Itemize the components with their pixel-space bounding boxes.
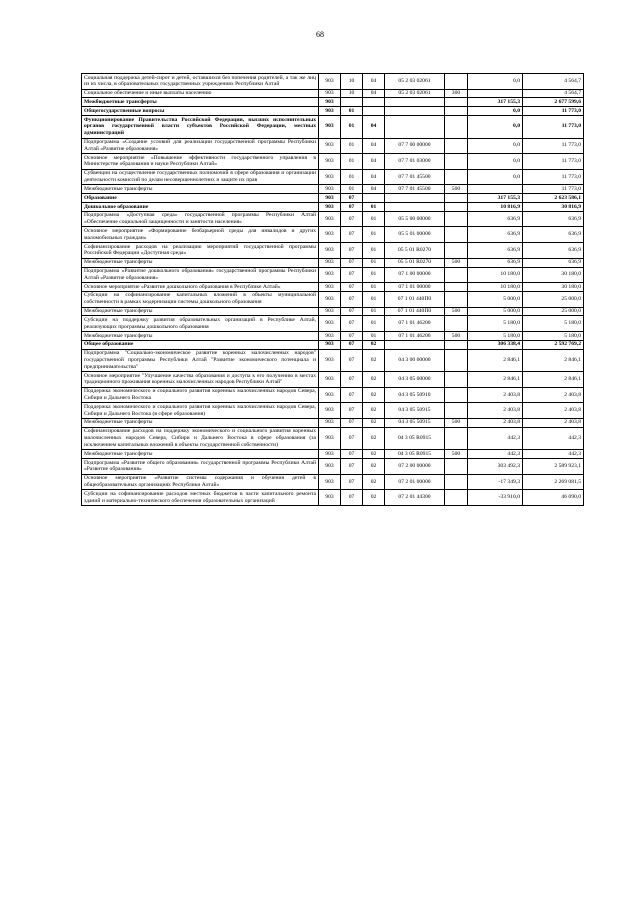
row-name-cell: Межбюджетные трансферты [82,98,319,107]
row-name-cell: Подпрограмма «Доступная среда» государственной программы Республики Алтай «Обеспечение социальной защищенности и занятости населения» [82,211,319,227]
row-name-cell: Функционирование Правительства Российской Федерации, высших исполнительных органов государственной власти субъектов Российской Федерации, местных администраций [82,116,319,138]
row-sum1-cell: 2 403,8 [468,418,523,427]
table-row [82,203,584,212]
row-target-cell: 07 2 00 00000 [385,459,445,475]
table-row [82,258,584,267]
row-type-cell [445,459,468,475]
row-subsection-cell: 02 [363,427,385,449]
table-row [82,89,584,98]
row-section-cell [341,98,363,107]
row-grbs-cell: 903 [319,427,341,449]
row-section-cell: 07 [341,349,363,371]
row-sum2-cell: 2 677 599,6 [523,98,584,107]
row-target-cell [385,340,445,349]
row-grbs-cell: 903 [319,138,341,154]
row-section-cell: 07 [341,474,363,490]
row-sum1-cell: 2 846,1 [468,372,523,388]
row-section-cell: 07 [341,307,363,316]
row-subsection-cell: 01 [363,283,385,292]
row-section-cell: 01 [341,116,363,138]
row-name-cell: Основное мероприятие «Развитие системы содержания и обучения детей в общеобразовательных организациях Республики Алтай» [82,474,319,490]
row-sum1-cell: 317 155,3 [468,194,523,203]
row-sum2-cell: 2 592 769,2 [523,340,584,349]
row-sum2-cell: 5 180,0 [523,332,584,341]
row-name-cell: Образование [82,194,319,203]
row-sum1-cell: 0,0 [468,169,523,185]
row-type-cell: 500 [445,332,468,341]
row-type-cell: 500 [445,258,468,267]
row-sum1-cell: 636,9 [468,258,523,267]
row-subsection-cell: 04 [363,74,385,90]
row-type-cell: 500 [445,418,468,427]
row-sum1-cell: 2 403,8 [468,403,523,419]
row-target-cell: 07 7 01 03000 [385,154,445,170]
row-type-cell [445,403,468,419]
row-sum1-cell: 303 492,3 [468,459,523,475]
row-subsection-cell: 02 [363,450,385,459]
row-sum1-cell: 5 180,0 [468,332,523,341]
row-type-cell [445,316,468,332]
row-target-cell: 04 3 05 50915 [385,418,445,427]
table-row [82,403,584,419]
row-sum2-cell: 11 773,0 [523,116,584,138]
row-subsection-cell: 01 [363,307,385,316]
row-name-cell: Общегосударственные вопросы [82,107,319,116]
row-grbs-cell: 903 [319,291,341,307]
row-subsection-cell: 04 [363,89,385,98]
row-target-cell: 07 1 01 46200 [385,316,445,332]
row-subsection-cell: 01 [363,291,385,307]
row-type-cell [445,107,468,116]
row-target-cell: 07 1 01 440П0 [385,291,445,307]
table-row [82,138,584,154]
row-name-cell: Подпрограмма «Развитие общего образования» государственной программы Республики Алтай «Развитие образования» [82,459,319,475]
table-row [82,116,584,138]
row-sum2-cell: 11 773,0 [523,185,584,194]
row-grbs-cell: 903 [319,107,341,116]
row-sum2-cell: 30 816,9 [523,203,584,212]
row-subsection-cell: 02 [363,372,385,388]
table-row [82,340,584,349]
table-row [82,418,584,427]
row-sum1-cell: 2 846,1 [468,349,523,371]
row-sum1-cell: 442,3 [468,450,523,459]
row-subsection-cell [363,107,385,116]
table-row [82,450,584,459]
row-sum2-cell: 11 773,0 [523,107,584,116]
row-name-cell: Подпрограмма «Развитие дошкольного образования» государственной программы Республики Алтай «Развитие образования» [82,267,319,283]
row-grbs-cell: 903 [319,387,341,403]
row-name-cell: Субвенции на осуществление государственных полномочий в сфере образования и организации деятельности комиссий по делам несовершеннолетних и защите их прав [82,169,319,185]
table-body [82,74,584,506]
row-target-cell: 05 2 03 02061 [385,74,445,90]
row-subsection-cell: 04 [363,185,385,194]
row-type-cell [445,387,468,403]
row-target-cell: 04 3 05 00000 [385,372,445,388]
row-name-cell: Социальная поддержка детей-сирот и детей, оставшихся без попечения родителей, а так же лиц из их числа, в образовательных государственных учреждениях Республики Алтай [82,74,319,90]
table-row [82,194,584,203]
row-section-cell: 07 [341,291,363,307]
row-target-cell: 07 1 01 46200 [385,332,445,341]
row-sum2-cell: 25 000,0 [523,291,584,307]
row-section-cell: 01 [341,185,363,194]
row-type-cell [445,154,468,170]
row-name-cell: Основное мероприятие «Повышение эффективности государственного управления в Министерстве образования и науки Республики Алтай» [82,154,319,170]
row-type-cell [445,349,468,371]
row-grbs-cell: 903 [319,116,341,138]
table-row [82,490,584,506]
row-subsection-cell [363,98,385,107]
row-target-cell: 04 3 05 50910 [385,387,445,403]
row-name-cell: Социальное обеспечение и иные выплаты населению [82,89,319,98]
row-name-cell: Основное мероприятие "Улучшение качества образования и доступа к его получению в местах традиционного проживания коренных малочисленных народов Республики Алтай" [82,372,319,388]
row-sum2-cell: 2 846,1 [523,372,584,388]
row-grbs-cell: 903 [319,203,341,212]
row-sum2-cell: 4 564,7 [523,74,584,90]
table-row [82,474,584,490]
row-type-cell [445,74,468,90]
row-target-cell: 07 2 01 44300 [385,490,445,506]
row-sum1-cell: 10 816,9 [468,203,523,212]
row-name-cell: Подпрограмма "Социально-экономическое развитие коренных малочисленных народов" государственной программы Республики Алтай "Развитие экономического потенциала и предпринимательства" [82,349,319,371]
row-grbs-cell: 903 [319,243,341,259]
row-sum2-cell: 636,9 [523,258,584,267]
row-sum1-cell: 0,0 [468,154,523,170]
row-name-cell: Основное мероприятие «Формирование безбарьерной среды для инвалидов и других маломобильных граждан» [82,227,319,243]
row-subsection-cell: 01 [363,267,385,283]
row-sum1-cell: 10 180,0 [468,267,523,283]
row-type-cell [445,227,468,243]
row-section-cell: 07 [341,227,363,243]
row-name-cell: Субсидии на софинансирование расходов местных бюджетов в части капитального ремонта зданий и материально-технического обеспечения образовательных организаций [82,490,319,506]
row-grbs-cell: 903 [319,89,341,98]
table-row [82,291,584,307]
row-sum1-cell: 636,9 [468,227,523,243]
table-row [82,372,584,388]
row-sum1-cell [468,89,523,98]
row-sum1-cell: -33 910,0 [468,490,523,506]
row-sum2-cell: 46 090,0 [523,490,584,506]
row-target-cell: 04 3 05 R0915 [385,427,445,449]
row-name-cell: Софинансирование расходов на реализацию мероприятий государственной программы Российской Федерации «Доступная среда» [82,243,319,259]
row-subsection-cell: 02 [363,387,385,403]
row-sum1-cell: 2 403,8 [468,387,523,403]
row-type-cell [445,490,468,506]
row-name-cell: Межбюджетные трансферты [82,258,319,267]
row-section-cell: 07 [341,283,363,292]
row-grbs-cell: 903 [319,490,341,506]
row-sum1-cell: 0,0 [468,138,523,154]
row-target-cell: 04 3 05 50915 [385,403,445,419]
row-sum1-cell: 0,0 [468,107,523,116]
row-target-cell: 07 2 01 00000 [385,474,445,490]
table-row [82,316,584,332]
row-subsection-cell: 04 [363,169,385,185]
row-section-cell: 10 [341,89,363,98]
row-subsection-cell: 01 [363,211,385,227]
row-sum2-cell: 5 180,0 [523,316,584,332]
row-section-cell: 07 [341,340,363,349]
row-name-cell: Межбюджетные трансферты [82,418,319,427]
row-sum2-cell: 2 623 586,1 [523,194,584,203]
row-name-cell: Межбюджетные трансферты [82,185,319,194]
row-type-cell [445,194,468,203]
row-name-cell: Основное мероприятие «Развитие дошкольного образования в Республике Алтай» [82,283,319,292]
row-subsection-cell: 02 [363,490,385,506]
row-type-cell [445,340,468,349]
row-sum1-cell: 306 338,4 [468,340,523,349]
row-section-cell: 07 [341,403,363,419]
row-section-cell: 07 [341,459,363,475]
row-sum2-cell: 442,3 [523,427,584,449]
row-target-cell [385,203,445,212]
table-row [82,211,584,227]
row-name-cell: Межбюджетные трансферты [82,307,319,316]
row-name-cell: Межбюджетные трансферты [82,332,319,341]
row-sum1-cell: 5 000,0 [468,307,523,316]
row-name-cell: Поддержка экономического и социального развития коренных малочисленных народов Севера, Сибири и Дальнего Востока (в сфере образования) [82,403,319,419]
row-sum2-cell: 636,9 [523,211,584,227]
row-target-cell: 04 3 00 00000 [385,349,445,371]
row-sum1-cell: 5 000,0 [468,291,523,307]
row-sum2-cell: 2 269 081,5 [523,474,584,490]
row-target-cell: 07 1 01 440П0 [385,307,445,316]
table-row [82,307,584,316]
row-grbs-cell: 903 [319,450,341,459]
row-section-cell: 01 [341,138,363,154]
row-sum1-cell: 442,3 [468,427,523,449]
row-section-cell: 01 [341,107,363,116]
row-type-cell [445,138,468,154]
row-section-cell: 07 [341,418,363,427]
row-sum2-cell: 4 564,7 [523,89,584,98]
row-grbs-cell: 903 [319,227,341,243]
row-sum1-cell: 636,9 [468,211,523,227]
row-sum2-cell: 11 773,0 [523,169,584,185]
row-sum1-cell: 0,0 [468,116,523,138]
row-subsection-cell: 01 [363,227,385,243]
row-section-cell: 07 [341,332,363,341]
row-subsection-cell: 04 [363,116,385,138]
row-grbs-cell: 903 [319,98,341,107]
row-sum1-cell: 0,0 [468,74,523,90]
row-type-cell: 500 [445,185,468,194]
table-row [82,107,584,116]
row-sum2-cell: 11 773,0 [523,138,584,154]
row-name-cell: Общее образование [82,340,319,349]
row-sum2-cell: 2 589 923,1 [523,459,584,475]
row-target-cell [385,116,445,138]
row-type-cell [445,211,468,227]
row-subsection-cell: 02 [363,340,385,349]
row-type-cell [445,116,468,138]
row-sum2-cell: 2 403,8 [523,403,584,419]
row-section-cell: 07 [341,387,363,403]
row-grbs-cell: 903 [319,194,341,203]
row-subsection-cell: 01 [363,203,385,212]
row-target-cell: 05 5 01 00000 [385,227,445,243]
row-sum2-cell: 2 403,8 [523,418,584,427]
row-subsection-cell: 01 [363,243,385,259]
row-type-cell [445,283,468,292]
row-target-cell [385,194,445,203]
row-sum2-cell: 636,9 [523,227,584,243]
row-grbs-cell: 903 [319,267,341,283]
row-sum2-cell: 25 000,0 [523,307,584,316]
row-section-cell: 07 [341,490,363,506]
row-target-cell [385,107,445,116]
row-grbs-cell: 903 [319,283,341,292]
table-row [82,98,584,107]
row-sum2-cell: 2 846,1 [523,349,584,371]
row-grbs-cell: 903 [319,258,341,267]
row-subsection-cell: 02 [363,349,385,371]
row-sum2-cell: 442,3 [523,450,584,459]
row-section-cell: 07 [341,427,363,449]
row-section-cell: 10 [341,74,363,90]
row-section-cell: 07 [341,258,363,267]
row-grbs-cell: 903 [319,349,341,371]
table-row [82,387,584,403]
table-row [82,267,584,283]
row-subsection-cell: 02 [363,474,385,490]
row-sum2-cell: 11 773,0 [523,154,584,170]
row-name-cell: Дошкольное образование [82,203,319,212]
row-type-cell [445,291,468,307]
row-subsection-cell: 02 [363,418,385,427]
row-grbs-cell: 903 [319,211,341,227]
row-target-cell: 05 5 00 00000 [385,211,445,227]
row-target-cell: 05 5 01 R0270 [385,243,445,259]
row-type-cell [445,98,468,107]
row-name-cell: Субсидии на софинансирование капитальных вложений в объекты муниципальной собственности в рамках модернизации системы дошкольного образования [82,291,319,307]
row-grbs-cell: 903 [319,316,341,332]
row-sum1-cell [468,185,523,194]
row-target-cell: 07 7 01 45500 [385,169,445,185]
row-subsection-cell: 02 [363,403,385,419]
row-name-cell: Субсидии на поддержку развития образовательных организаций в Республике Алтай, реализующих программы дошкольного образования [82,316,319,332]
row-section-cell: 07 [341,203,363,212]
table-row [82,427,584,449]
row-type-cell [445,474,468,490]
row-section-cell: 07 [341,316,363,332]
row-grbs-cell: 903 [319,459,341,475]
row-sum1-cell: 5 180,0 [468,316,523,332]
row-section-cell: 01 [341,154,363,170]
row-target-cell: 07 7 01 45500 [385,185,445,194]
row-grbs-cell: 903 [319,474,341,490]
row-grbs-cell: 903 [319,332,341,341]
row-target-cell: 05 5 01 R0270 [385,258,445,267]
row-subsection-cell: 01 [363,258,385,267]
row-grbs-cell: 903 [319,372,341,388]
row-grbs-cell: 903 [319,418,341,427]
table-row [82,185,584,194]
row-type-cell [445,203,468,212]
row-target-cell: 07 7 00 00000 [385,138,445,154]
row-type-cell: 500 [445,450,468,459]
table-row [82,243,584,259]
table-row [82,283,584,292]
row-grbs-cell: 903 [319,340,341,349]
row-grbs-cell: 903 [319,169,341,185]
table-row [82,227,584,243]
row-type-cell [445,267,468,283]
row-section-cell: 07 [341,211,363,227]
row-sum1-cell: -17 349,3 [468,474,523,490]
row-type-cell: 300 [445,89,468,98]
row-sum1-cell: 636,9 [468,243,523,259]
row-section-cell: 07 [341,194,363,203]
row-subsection-cell: 04 [363,154,385,170]
row-section-cell: 07 [341,372,363,388]
table-row [82,332,584,341]
row-target-cell: 04 3 05 R0915 [385,450,445,459]
row-grbs-cell: 903 [319,307,341,316]
table-row [82,349,584,371]
row-sum2-cell: 30 180,0 [523,267,584,283]
table-row [82,74,584,90]
row-sum1-cell: 317 155,3 [468,98,523,107]
page-number: 68 [316,30,324,39]
row-target-cell [385,98,445,107]
row-grbs-cell: 903 [319,154,341,170]
row-grbs-cell: 903 [319,403,341,419]
row-sum2-cell: 2 403,8 [523,387,584,403]
row-section-cell: 07 [341,450,363,459]
row-type-cell [445,243,468,259]
row-target-cell: 07 1 00 00000 [385,267,445,283]
table-row [82,169,584,185]
row-type-cell: 500 [445,307,468,316]
row-subsection-cell: 01 [363,332,385,341]
row-grbs-cell: 903 [319,74,341,90]
row-subsection-cell [363,194,385,203]
row-subsection-cell: 02 [363,459,385,475]
row-section-cell: 07 [341,243,363,259]
row-name-cell: Межбюджетные трансферты [82,450,319,459]
budget-table [81,73,584,506]
row-name-cell: Поддержка экономического и социального развития коренных малочисленных народов Севера, Сибири и Дальнего Востока [82,387,319,403]
row-sum2-cell: 30 180,0 [523,283,584,292]
row-type-cell [445,427,468,449]
row-section-cell: 07 [341,267,363,283]
row-target-cell: 07 1 01 00000 [385,283,445,292]
row-sum2-cell: 636,9 [523,243,584,259]
row-sum1-cell: 10 180,0 [468,283,523,292]
row-subsection-cell: 04 [363,138,385,154]
row-type-cell [445,372,468,388]
row-target-cell: 05 2 03 02061 [385,89,445,98]
row-name-cell: Софинансирование расходов на поддержку экономического и социального развития коренных малочисленных народов Севера, Сибири и Дальнего Востока в сфере образования (за исключением капитальных вложений в объекты государственной собственности) [82,427,319,449]
row-subsection-cell: 01 [363,316,385,332]
table-row [82,154,584,170]
row-grbs-cell: 903 [319,185,341,194]
table-row [82,459,584,475]
row-name-cell: Подпрограмма «Создание условий для реализации государственной программы Республики Алтай «Развитие образования» [82,138,319,154]
row-type-cell [445,169,468,185]
row-section-cell: 01 [341,169,363,185]
